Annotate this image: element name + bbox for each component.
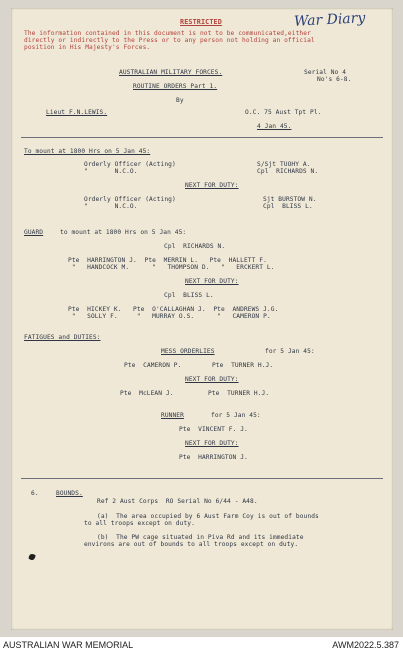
notice-line-2: directly or indirectly to the Press or to any person not holding an official xyxy=(24,37,315,44)
archive-reference: AWM2022.5.387 xyxy=(332,640,399,650)
guard-next-cpl: Cpl BLISS L. xyxy=(164,292,214,299)
mess-orderlies-row: Pte CAMERON P. Pte TURNER H.J. xyxy=(124,362,274,369)
next-orderly-officer-name: Sjt BURSTOW N. xyxy=(263,196,317,203)
serial-number: Serial No 4 xyxy=(304,69,347,76)
guard-row-2: " HANDCOCK M. " THOMPSON D. " ERCKERT L. xyxy=(68,264,275,271)
guard-row-4: " SOLLY F. " MURRAY O.S. " CAMERON P. xyxy=(68,313,271,320)
order-numbers: No's 6-8. xyxy=(317,76,352,83)
archive-footer xyxy=(0,637,403,653)
guard-next-heading: NEXT FOR DUTY: xyxy=(185,278,239,285)
guard-row-1: Pte HARRINGTON J. Pte MERRIN L. Pte HALLETT F. xyxy=(68,257,267,264)
runner-next-row: Pte HARRINGTON J. xyxy=(179,454,248,461)
next-nco-label: " N.C.O. xyxy=(84,203,138,210)
divider xyxy=(21,137,383,138)
runner-next-heading: NEXT FOR DUTY: xyxy=(185,440,239,447)
bounds-a-line-2: to all troops except on duty. xyxy=(84,520,195,527)
bounds-b-line-1: (b) The PW cage situated in Piva Rd and its immediate xyxy=(97,534,304,541)
notice-line-3: position in His Majesty's Forces. xyxy=(24,44,151,51)
runner-row: Pte VINCENT F. J. xyxy=(179,426,248,433)
runner-date: for 5 Jan 45: xyxy=(211,412,261,419)
handwritten-note: War Diary xyxy=(293,10,366,30)
bounds-a-line-1: (a) The area occupied by 6 Aust Farm Coy is out of bounds xyxy=(97,513,319,520)
mess-orderlies-date: for 5 Jan 45: xyxy=(265,348,315,355)
by-label: By xyxy=(176,97,184,104)
orderly-officer-name: S/Sjt TUOHY A. xyxy=(257,161,311,168)
nco-label: " N.C.O. xyxy=(84,168,138,175)
mess-next-row: Pte McLEAN J. Pte TURNER H.J. xyxy=(120,390,270,397)
document-page xyxy=(11,8,393,630)
fatigues-heading: FATIGUES and DUTIES: xyxy=(24,334,101,341)
org-name: AUSTRALIAN MILITARY FORCES. xyxy=(119,69,223,76)
nco-name: Cpl RICHARDS N. xyxy=(257,168,319,175)
document-title: ROUTINE ORDERS Part 1. xyxy=(133,83,218,90)
command: O.C. 75 Aust Tpt Pl. xyxy=(245,109,322,116)
bounds-reference: Ref 2 Aust Corps RO Serial No 6/44 - A48. xyxy=(97,498,258,505)
bounds-number: 6. xyxy=(31,490,39,497)
next-nco-name: Cpl BLISS L. xyxy=(263,203,313,210)
orderly-officer-label: Orderly Officer (Acting) xyxy=(84,161,176,168)
mess-next-heading: NEXT FOR DUTY: xyxy=(185,376,239,383)
guard-mount-line: to mount at 1800 Hrs on 5 Jan 45: xyxy=(60,229,187,236)
guard-heading: GUARD xyxy=(24,229,44,236)
notice-line-1: The information contained in this document is not to be communicated,either xyxy=(24,30,311,37)
runner-heading: RUNNER xyxy=(161,412,184,419)
divider xyxy=(21,478,383,479)
classification-label: RESTRICTED xyxy=(180,18,222,26)
mount-line: To mount at 1800 Hrs on 5 Jan 45: xyxy=(24,148,151,155)
mess-orderlies-heading: MESS ORDERLIES xyxy=(161,348,215,355)
document-date: 4 Jan 45. xyxy=(257,123,292,130)
bounds-b-line-2: environs are out of bounds to all troops except on duty. xyxy=(84,541,299,548)
next-for-duty-heading: NEXT FOR DUTY: xyxy=(185,182,239,189)
bounds-heading: BOUNDS. xyxy=(56,490,83,497)
next-orderly-officer-label: Orderly Officer (Acting) xyxy=(84,196,176,203)
issuing-officer: Lieut F.N.LEWIS. xyxy=(46,109,108,116)
guard-cpl: Cpl RICHARDS N. xyxy=(164,243,226,250)
archive-name: AUSTRALIAN WAR MEMORIAL xyxy=(3,640,134,650)
guard-row-3: Pte HICKEY K. Pte O'CALLAGHAN J. Pte ANDREWS J.G. xyxy=(68,306,279,313)
